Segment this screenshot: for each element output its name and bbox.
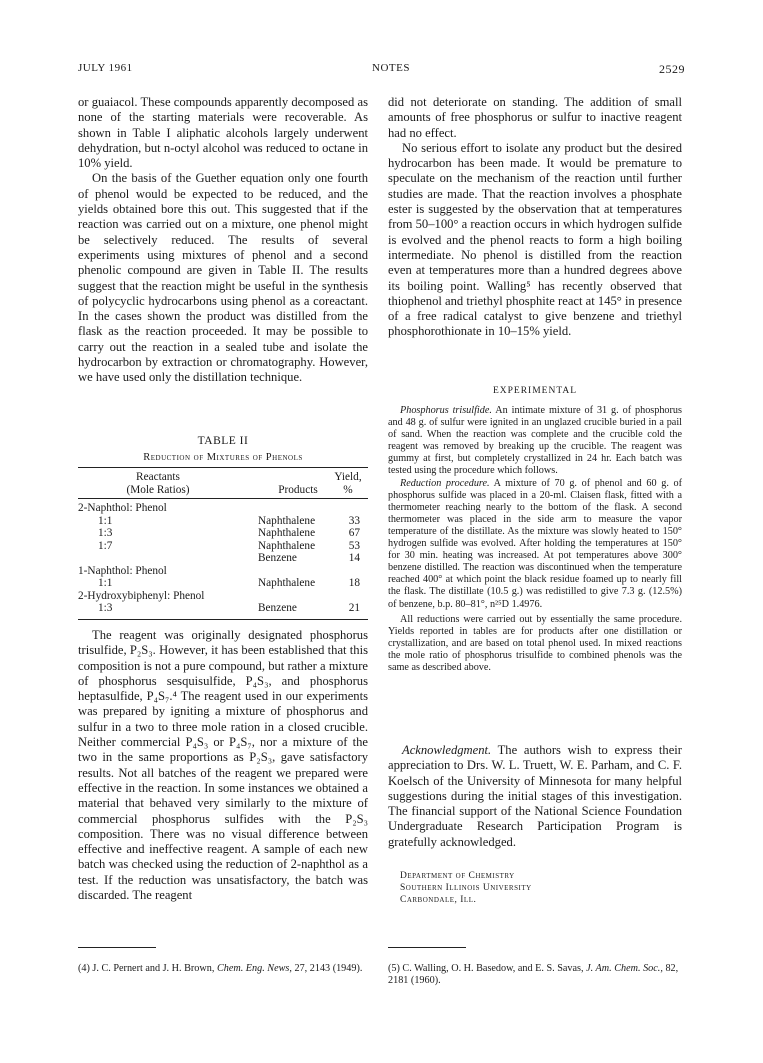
cell-reactants: 2-Hydroxybiphenyl: Phenol bbox=[78, 589, 205, 602]
paragraph: No serious effort to isolate any product but the desired hydrocarbon has been made. It would be premature to speculate on the mechanism of the reaction until further studies are made. That the reaction involves a phosphate ester is suggested by the observation that at temperatures from 50–100° a reaction occurs in which hydrogen sulfide is evolved and the phenol reacts to form a high boiling intermediate. No phenol is distilled from the reaction even at temperatures more than a hundred degrees above its boiling point. Walling⁵ has recently observed that thiophenol and triethyl phosphite react at 145° in presence of a free radical catalyst to give benzene and triethyl phosphorothionate in 10–15% yield. bbox=[388, 140, 682, 339]
page-number: 2529 bbox=[659, 62, 685, 76]
affiliation bbox=[400, 870, 532, 906]
table-row bbox=[78, 527, 368, 540]
run-in-heading: Acknowledgment. bbox=[402, 743, 492, 757]
paragraph-text: An intimate mixture of 31 g. of phosphorus and 48 g. of sulfur were ignited in an unglazed crucible buried in a pail of sand. When the reaction was complete and the crucible cold the reagent was removed by breaking up the crucible. The reagent was gummy at first, but completely crystallized in 24 hr. Each batch was tested using the procedure which follows. bbox=[388, 405, 682, 477]
table-row bbox=[78, 515, 368, 528]
paragraph: or guaiacol. These compounds apparently decomposed as none of the starting materials were recoverable. As shown in Table I aliphatic alcohols largely underwent dehydration, but n-octyl alcohol was reduced to octane in 10% yield. bbox=[78, 95, 368, 171]
column-header-reactants: Reactants bbox=[136, 471, 180, 483]
table-row bbox=[78, 565, 368, 578]
left-column-text-bottom bbox=[78, 628, 368, 903]
cell-reactants: 1-Naphthol: Phenol bbox=[78, 564, 167, 577]
cell-products: Benzene bbox=[258, 552, 297, 564]
footnote-text: (4) J. C. Pernert and J. H. Brown, bbox=[78, 963, 217, 974]
footnote-text: 27, 2143 (1949). bbox=[291, 963, 363, 974]
footnote-4 bbox=[78, 963, 368, 975]
acknowledgment bbox=[388, 743, 682, 850]
footnote-rule bbox=[78, 947, 156, 948]
cell-yield: 18 bbox=[348, 577, 360, 589]
cell-products: Naphthalene bbox=[258, 527, 316, 539]
cell-yield: 53 bbox=[348, 539, 360, 552]
cell-products: Naphthalene bbox=[258, 514, 316, 527]
table bbox=[78, 467, 368, 620]
cell-products: Naphthalene bbox=[258, 577, 316, 589]
cell-reactants: 1:7 bbox=[98, 539, 113, 552]
cell-yield: 33 bbox=[348, 514, 360, 527]
cell-yield: 67 bbox=[348, 527, 360, 539]
affiliation-line: Southern Illinois University bbox=[400, 883, 532, 893]
table-title: TABLE II bbox=[197, 435, 249, 447]
journal-name: J. Am. Chem. Soc., bbox=[586, 963, 663, 974]
journal-name: Chem. Eng. News, bbox=[216, 963, 292, 974]
running-header-section: NOTES bbox=[372, 62, 410, 74]
paragraph: did not deteriorate on standing. The addition of small amounts of free phosphorus or sulfur to inactive reagent had no effect. bbox=[388, 95, 682, 140]
affiliation-line: Department of Chemistry bbox=[400, 871, 515, 881]
footnote-rule bbox=[388, 947, 466, 948]
cell-reactants: 1:1 bbox=[98, 514, 113, 527]
cell-reactants: 1:1 bbox=[98, 577, 113, 589]
table-bottom-rule bbox=[78, 619, 368, 620]
section-heading-experimental: EXPERIMENTAL bbox=[492, 386, 578, 396]
footnote-5 bbox=[388, 963, 682, 987]
cell-yield: 21 bbox=[348, 602, 360, 614]
right-column-text bbox=[388, 95, 682, 340]
table-body bbox=[78, 499, 368, 619]
column-header-yield-unit: % bbox=[343, 484, 353, 496]
left-column-text bbox=[78, 95, 368, 386]
table-row bbox=[78, 502, 368, 515]
table-header bbox=[78, 468, 368, 498]
table-row bbox=[78, 577, 368, 590]
paragraph: On the basis of the Guether equation only one fourth of phenol would be expected to be reduced, and the yields obtained bore this out. This suggested that if the reaction was carried out on a mixture, one phenol might be selectively reduced. The results of several experiments using mixtures of phenol and a second phenolic compound are given in Table II. The results suggest that the reaction might be useful in the synthesis of polycyclic hydrocarbons using phenol as a coreactant. In the cases shown the product was distilled from the flask as the reaction proceeded. It may be possible to carry out the reaction in a sealed tube and isolate the hydrocarbon by extraction or chromatography. However, we have used only the distillation technique. bbox=[78, 171, 368, 385]
footnote-text: (5) C. Walling, O. H. Basedow, and E. S. Savas, bbox=[388, 963, 587, 974]
paragraph bbox=[388, 478, 682, 611]
paragraph: All reductions were carried out by essentially the same procedure. Yields reported in tables are for products after one distillation or crystallization, and are based on total phenol used. In mixed reactions the mole ratio of phosphorus trisulfide to combined phenols was the same as described above. bbox=[388, 613, 682, 673]
column-header-products: Products bbox=[278, 484, 318, 496]
experimental-section bbox=[388, 405, 682, 674]
cell-products: Benzene bbox=[258, 602, 297, 614]
column-header-mole-ratios: (Mole Ratios) bbox=[126, 484, 190, 496]
column-header-yield: Yield, bbox=[334, 471, 362, 483]
paragraph-text: The authors wish to express their appreciation to Drs. W. L. Truett, W. E. Parham, and C. F. Koelsch of the University of Minnesota for many helpful suggestions during the initial stages of this investigation. The financial support of the National Science Foundation Undergraduate Research Participation Program is gratefully acknowledged. bbox=[388, 743, 682, 849]
footnote-text: 82, 2181 (1960). bbox=[388, 963, 679, 986]
table-row bbox=[78, 590, 368, 603]
table-caption: Reduction of Mixtures of Phenols bbox=[143, 452, 303, 463]
affiliation-line: Carbondale, Ill. bbox=[400, 895, 477, 905]
paragraph bbox=[388, 405, 682, 478]
table-row bbox=[78, 602, 368, 615]
paragraph: The reagent was originally designated phosphorus trisulfide, P₂S₃. However, it has been established that this composition is not a pure compound, but rather a mixture of phosphorus sesquisulfide, P₄S₃, and phosphorus heptasulfide, P₄S₇.⁴ The reagent used in our experiments was prepared by igniting a mixture of phosphorus and sulfur in a two to three mole ration in a closed crucible. Neither commercial P₄S₃ or P₄S₇, nor a mixture of the two in the same proportions as P₂S₃, gave satisfactory results. Not all batches of the reagent we prepared were effective in the reaction. In some instances we obtained a material that behaved very similarly to the mixture of commercial phosphorus sulfides with the P₂S₃ composition. There was no visual difference between effective and ineffective reagent. A sample of each new batch was checked using the reduction of 2-naphthol as a test. If the reduction was unsatisfactory, the batch was discarded. The reagent bbox=[78, 628, 368, 903]
table-row bbox=[78, 540, 368, 553]
cell-products: Naphthalene bbox=[258, 539, 316, 552]
cell-reactants: 1:3 bbox=[98, 602, 113, 614]
cell-reactants: 2-Naphthol: Phenol bbox=[78, 502, 167, 514]
run-in-heading: Phosphorus trisulfide. bbox=[400, 405, 492, 416]
cell-reactants: 1:3 bbox=[98, 527, 113, 539]
run-in-heading: Reduction procedure. bbox=[400, 477, 490, 489]
table-row bbox=[78, 552, 368, 565]
paragraph-text: A mixture of 70 g. of phenol and 60 g. of phosphorus sulfide was placed in a 20-ml. Claisen flask, fitted with a thermometer reaching nearly to the bottom of the flask. A second thermometer was placed in the side arm to measure the vapor temperature of the distillate. As the mixture was slowly heated to 150° hydrogen sulfide was evolved. After holding the temperatures at 150° for 30 min. heating was increased. At pot temperatures above 300° benzene distilled. The reaction was discontinued when the temperature reached 400° at which point the black residue foamed up to nearly fill the flask. The distillate (10.5 g.) was redistilled to give 7.3 g. (12.5%) of benzene, b.p. 80–81°, n²⁵D 1.4976. bbox=[388, 477, 682, 610]
running-header-date: JULY 1961 bbox=[78, 62, 133, 74]
cell-yield: 14 bbox=[348, 552, 360, 564]
